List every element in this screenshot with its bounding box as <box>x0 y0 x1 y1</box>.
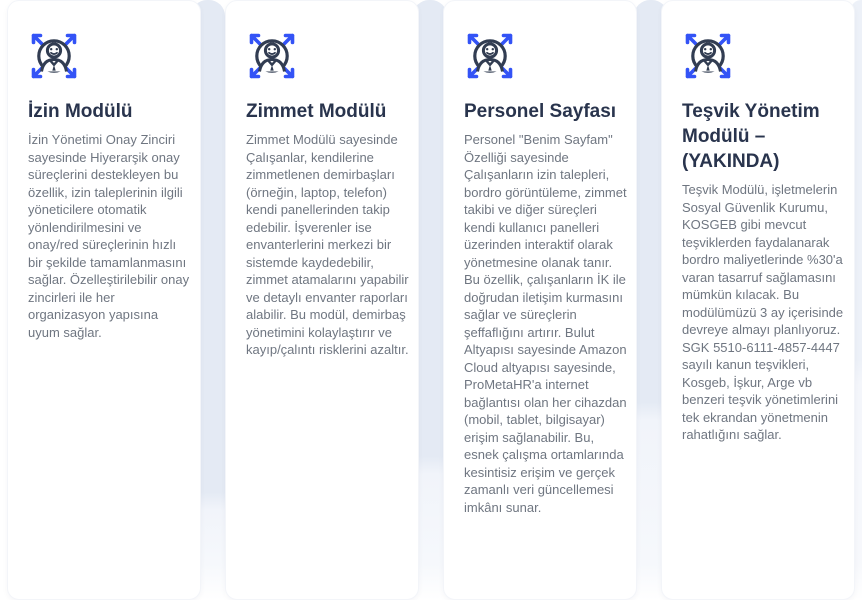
card-title: İzin Modülü <box>28 101 133 122</box>
card-title: Teşvik Yönetim Modülü – (YAKINDA) <box>682 101 820 172</box>
card-description: Teşvik Modülü, işletmelerin Sosyal Güvenlik Kurumu, KOSGEB gibi mevcut teşviklerden faydalanarak bordro maliyetlerinde %30'a varan tasarruf sağlamasını mümkün kılacak. Bu modülümüzü 3 ay içerisinde devreye almayı planlıyoruz. SGK 5510-6111-4857-4447 sayılı kanun teşvikleri, Kosgeb, İşkur, Arge vb benzeri teşvik yönetimlerini tek ekrandan yönetmenin rahatlığını sağlar. <box>682 182 844 442</box>
person-expand-icon-slot <box>246 30 409 82</box>
card-personel-sayfasi <box>443 0 637 600</box>
person-expand-icon <box>28 30 80 82</box>
person-expand-icon <box>682 30 734 82</box>
person-expand-icon-slot <box>464 30 627 82</box>
card-description: Zimmet Modülü sayesinde Çalışanlar, kendilerine zimmetlenen demirbaşları (örneğin, laptop, telefon) kendi panellerinden takip edebilir. İşverenler ise envanterlerini merkezi bir sistemde kaydedebilir, zimmet atamalarını yapabilir ve detaylı envanter raporları alabilir. Bu modül, demirbaş yönetimini kolaylaştırır ve kayıp/çalıntı risklerini azaltır. <box>246 132 409 357</box>
person-expand-icon-slot <box>682 30 845 82</box>
person-expand-icon <box>246 30 298 82</box>
card-izin-modulu <box>7 0 201 600</box>
card-zimmet-modulu <box>225 0 419 600</box>
person-expand-icon <box>464 30 516 82</box>
card-description: İzin Yönetimi Onay Zinciri sayesinde Hiyerarşik onay süreçlerini destekleyen bu özellik, izin taleplerinin ilgili yöneticilere otomatik yönlendirilmesini ve onay/red süreçlerinin hızlı bir şekilde tamamlanmasını sağlar. Özelleştirilebilir onay zincirleri ile her organizasyon yapısına uyum sağlar. <box>28 132 190 340</box>
card-tesvik-yonetim-modulu <box>661 0 855 600</box>
card-description: Personel "Benim Sayfam" Özelliği sayesinde Çalışanların izin talepleri, bordro görüntüleme, zimmet takibi ve diğer süreçleri kendi kullanıcı panelleri üzerinden interaktif olarak yönetmesine olanak tanır. Bu özellik, çalışanların İK ile doğrudan iletişim kurmasını sağlar ve süreçlerin şeffaflığını artırır. Bulut Altyapısı sayesinde Amazon Cloud altyapısı sayesinde, ProMetaHR'a internet bağlantısı olan her cihazdan (mobil, tablet, bilgisayar) erişim sağlanabilir. Bu, esnek çalışma ortamlarında kesintisiz erişim ve gerçek zamanlı veri güncellemesi imkânı sunar. <box>464 132 627 515</box>
person-expand-icon-slot <box>28 30 191 82</box>
card-title: Personel Sayfası <box>464 101 617 122</box>
feature-cards-row <box>7 0 855 600</box>
card-title: Zimmet Modülü <box>246 101 387 122</box>
